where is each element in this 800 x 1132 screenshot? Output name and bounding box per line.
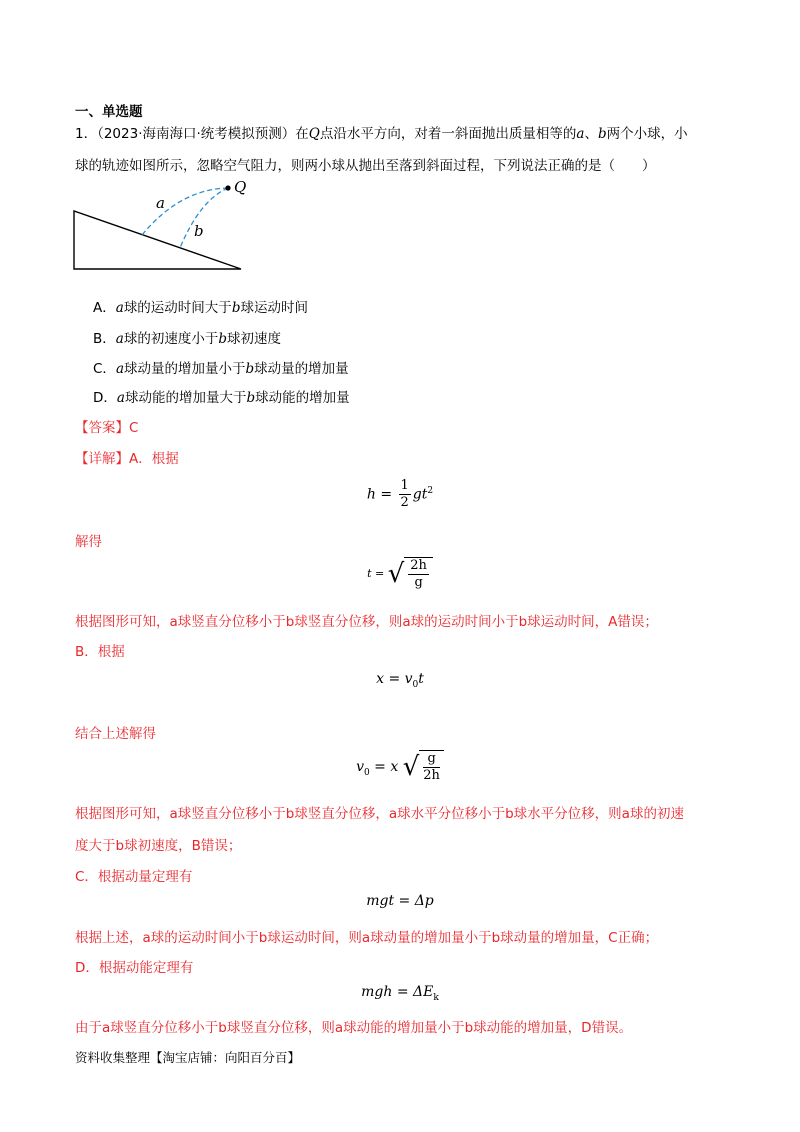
detail-c-intro: C．根据动量定理有: [75, 869, 193, 885]
sqrt: [403, 750, 444, 784]
fraction: [399, 478, 411, 511]
eq-mid: = x: [369, 759, 399, 775]
var-b: b: [218, 331, 227, 347]
option-label: B．: [93, 331, 116, 347]
frac-den: g: [414, 575, 423, 590]
equation-1: [0, 478, 800, 511]
equation-3: [0, 671, 800, 690]
option-label: C．: [93, 361, 116, 377]
option-label: D．: [93, 390, 117, 406]
sqrt-sign: √: [387, 559, 405, 589]
trajectory-a: [142, 188, 228, 235]
projectile-figure: [70, 175, 270, 275]
sqrt: [388, 557, 433, 591]
option-text: 球的初速度小于: [123, 331, 219, 347]
detail-d-intro: D．根据动能定理有: [75, 960, 194, 976]
eq-sub: 0: [412, 679, 419, 690]
section-heading: 一、单选题: [75, 104, 143, 120]
equation-6: [0, 984, 800, 1003]
frac-den: 2h: [423, 768, 440, 783]
option-text: 球运动时间: [240, 300, 308, 316]
var-b: b: [245, 361, 255, 377]
eq-lhs: t =: [367, 567, 385, 580]
detail-b-conclusion-2: 度大于b球初速度，B错误；: [75, 838, 242, 854]
option-d: [93, 386, 350, 406]
eq-rhs: t: [418, 671, 424, 687]
fraction: [423, 751, 440, 784]
question-text: 点沿水平方向，对着一斜面抛出质量相等的: [319, 126, 577, 142]
trajectory-b: [180, 188, 228, 248]
frac-num: 1: [400, 478, 409, 493]
frac-num: g: [423, 751, 440, 768]
var-b: b: [246, 390, 256, 406]
solve-1: 解得: [75, 534, 102, 550]
fraction: [408, 558, 429, 591]
var-a: a: [116, 390, 125, 406]
answer-value: C: [129, 420, 139, 436]
incline-triangle: [74, 211, 241, 269]
var-a: a: [576, 126, 585, 142]
option-text: 球动能的增加量: [255, 390, 350, 406]
question-text: 、: [584, 126, 598, 142]
sqrt-body: [404, 557, 433, 591]
question-text: 在: [295, 126, 309, 142]
eq-sub: k: [433, 992, 439, 1003]
answer-tag: 【答案】: [75, 420, 129, 436]
eq-sub: 0: [363, 767, 370, 778]
var-a: a: [115, 361, 124, 377]
eq-lhs: h =: [366, 486, 393, 503]
sqrt-body: [419, 750, 444, 784]
detail-a-conclusion: 根据图形可知，a球竖直分位移小于b球竖直分位移，则a球的运动时间小于b球运动时间，A错误；: [75, 614, 658, 630]
option-text: 球的运动时间大于: [123, 300, 232, 316]
eq-sup: 2: [427, 485, 434, 496]
solve-2: 结合上述解得: [75, 726, 156, 742]
detail-d-conclusion: 由于a球竖直分位移小于b球竖直分位移，则a球动能的增加量小于b球动能的增加量，D错误。: [75, 1020, 633, 1036]
option-text: 球动量的增加量: [254, 361, 349, 377]
option-text: 球动量的增加量小于: [124, 361, 246, 377]
eq-lhs: mgh = ΔE: [361, 984, 434, 1000]
var-a: a: [115, 300, 124, 316]
frac-den: 2: [400, 495, 409, 510]
detail-b-conclusion-1: 根据图形可知，a球竖直分位移小于b球竖直分位移，a球水平分位移小于b球水平分位移，则a球的初速: [75, 806, 684, 822]
label-a: a: [156, 194, 165, 212]
var-b: b: [597, 126, 607, 142]
option-c: [93, 357, 349, 377]
detail-tag: 【详解】: [75, 451, 129, 467]
option-b: [93, 327, 281, 347]
detail-text: A．根据: [129, 451, 179, 467]
question-line-1: [75, 122, 688, 142]
frac-num: 2h: [410, 558, 427, 573]
detail-c-conclusion: 根据上述，a球的运动时间小于b球运动时间，则a球动量的增加量小于b球动量的增加量，C正确；: [75, 930, 659, 946]
footer-note: 资料收集整理【淘宝店铺：向阳百分百】: [75, 1050, 301, 1065]
eq-lhs: v: [356, 759, 364, 775]
var-Q: Q: [308, 126, 320, 142]
equation-4: [0, 750, 800, 784]
option-text: 球动能的增加量大于: [124, 390, 247, 406]
var-b: b: [231, 300, 241, 316]
label-b: b: [194, 222, 204, 240]
label-Q: Q: [234, 178, 247, 196]
question-line-2: 球的轨迹如图所示，忽略空气阻力，则两小球从抛出至落到斜面过程，下列说法正确的是（ ）: [75, 158, 656, 174]
question-number: 1．: [75, 126, 98, 142]
answer: [75, 416, 138, 436]
option-label: A．: [93, 300, 116, 316]
point-Q: [225, 185, 230, 190]
eq-text: mgt = Δp: [366, 893, 434, 909]
equation-2: [0, 557, 800, 591]
option-a: [93, 296, 308, 316]
eq-lhs: x = v: [376, 671, 413, 687]
detail-a-intro: [75, 447, 179, 467]
question-source: （2023·海南海口·统考模拟预测）: [97, 126, 296, 142]
equation-5: [0, 893, 800, 909]
var-a: a: [115, 331, 124, 347]
sqrt-sign: √: [402, 752, 420, 782]
eq-rhs: gt: [412, 486, 428, 503]
option-text: 球初速度: [226, 331, 281, 347]
detail-b-intro: B．根据: [75, 644, 125, 660]
question-text: 两个小球，小: [606, 126, 688, 142]
